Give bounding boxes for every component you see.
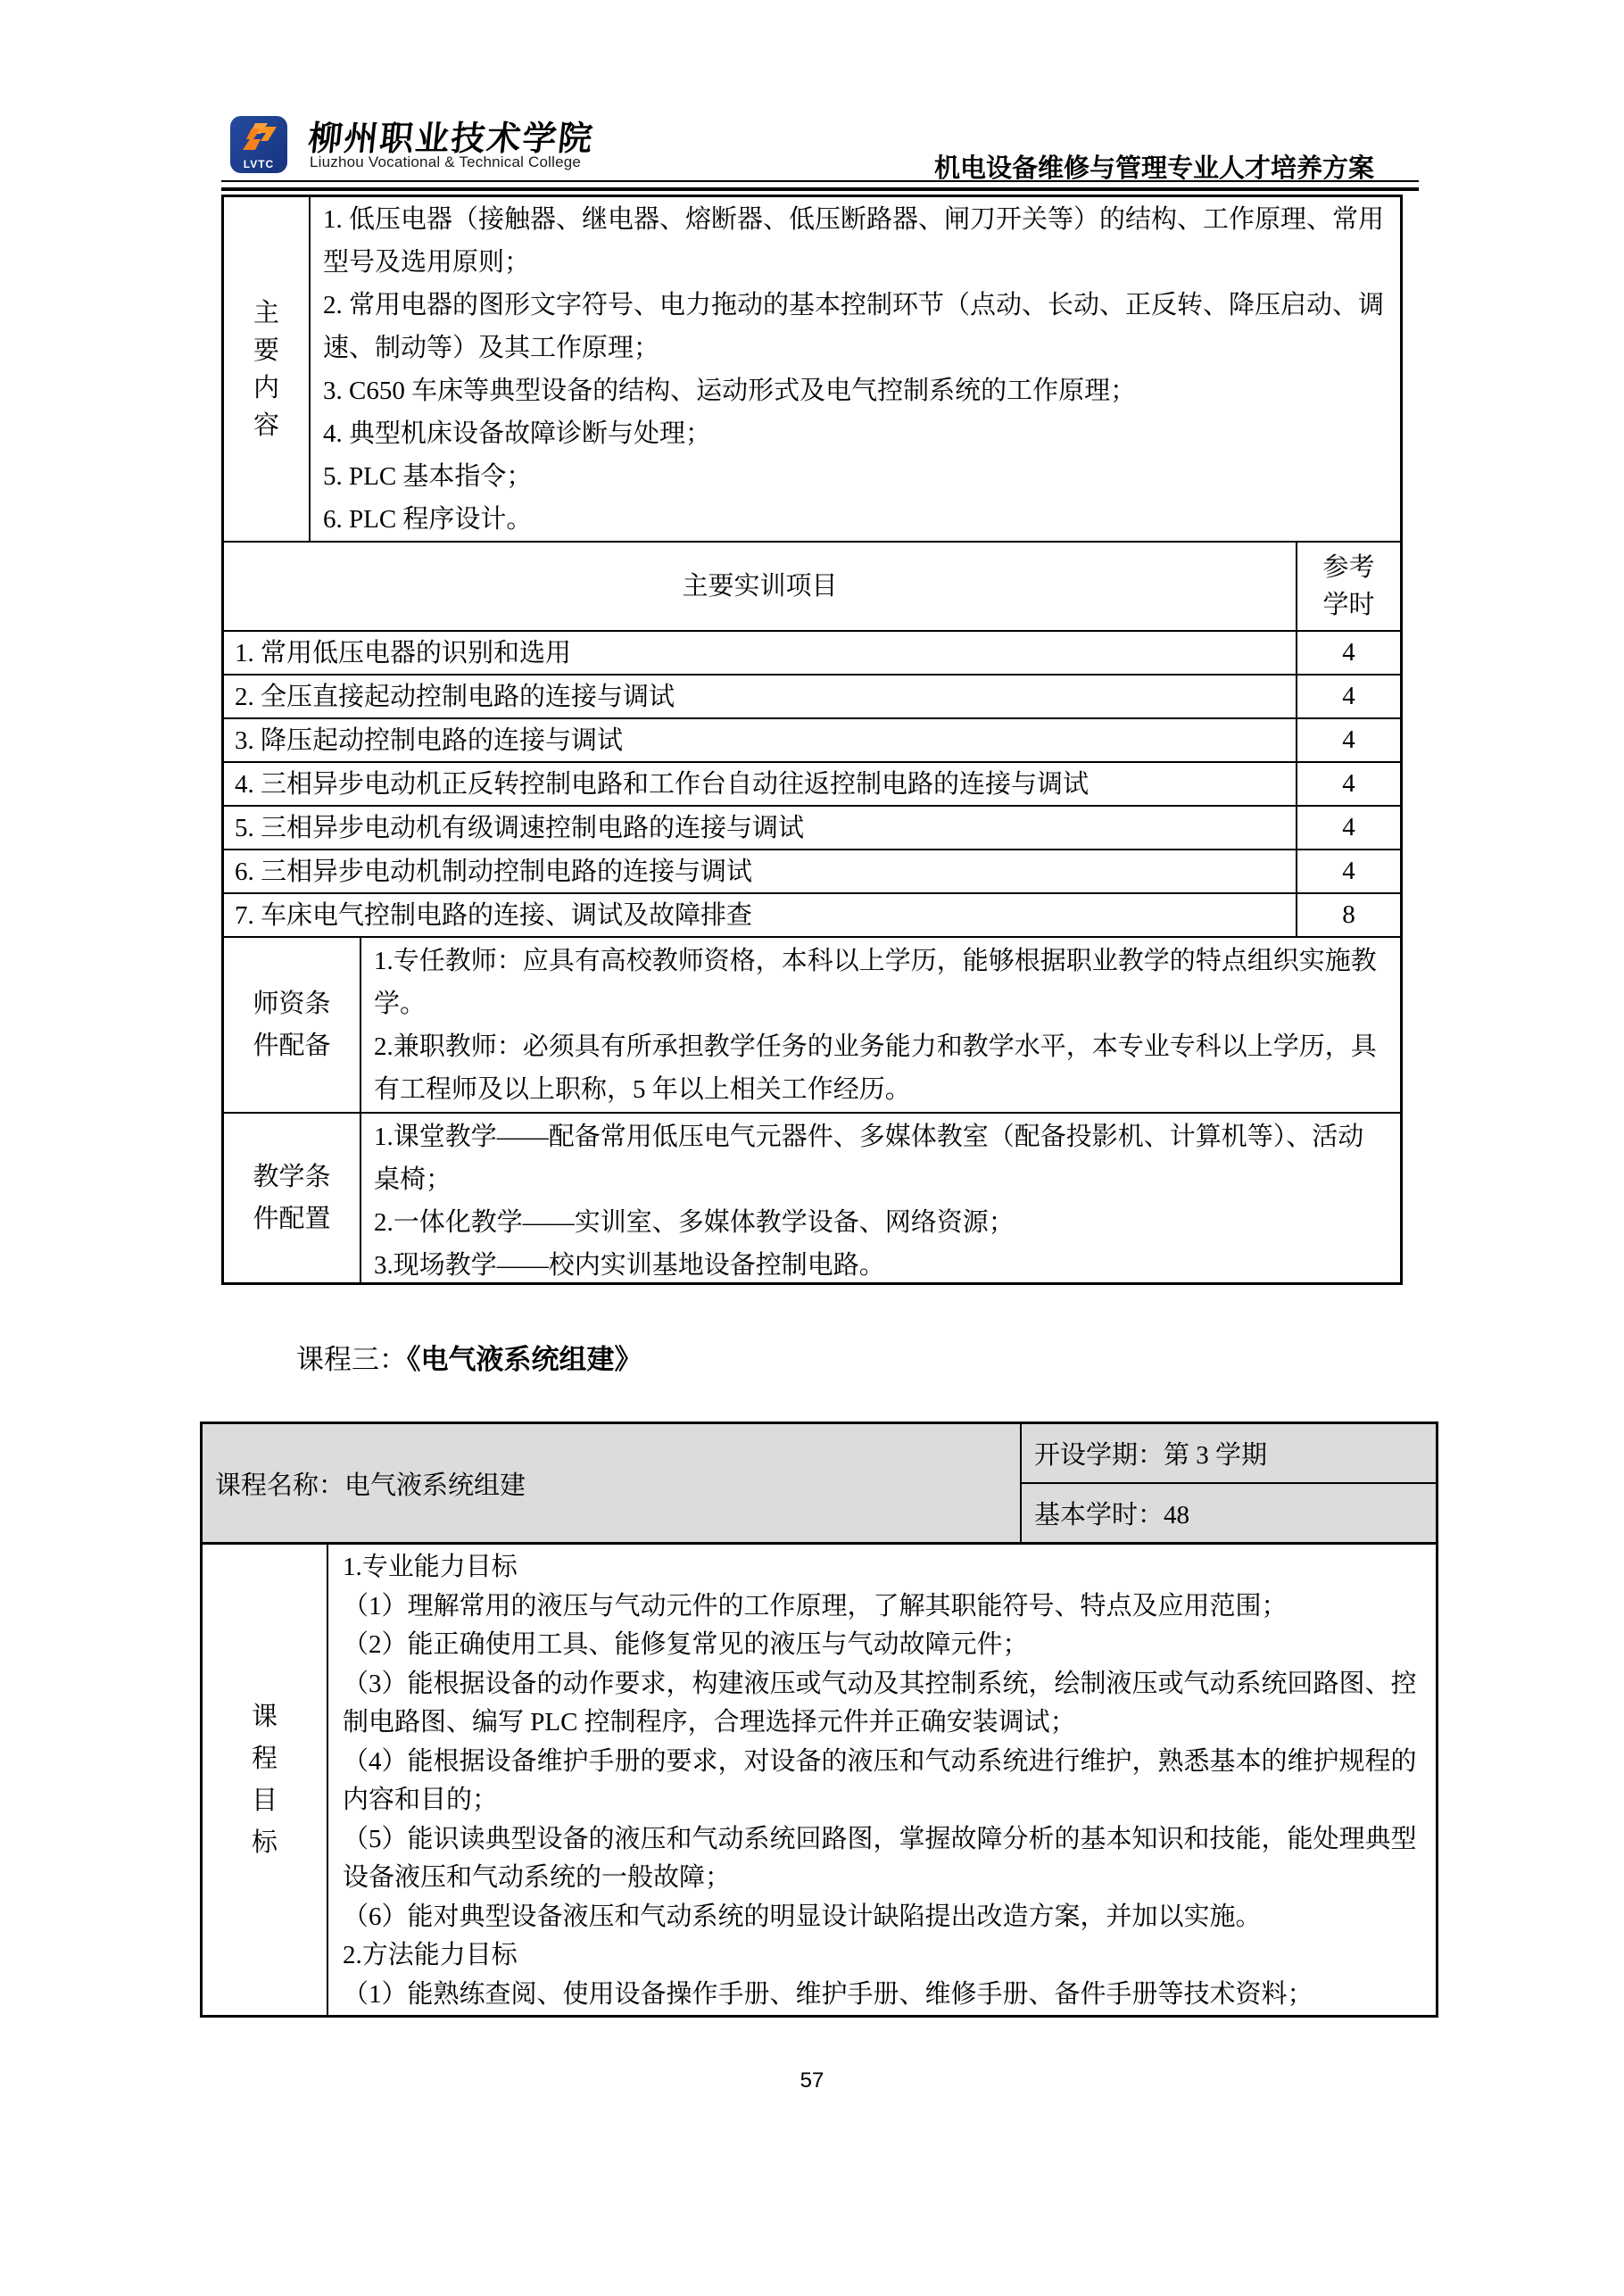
objective-line: （1）理解常用的液压与气动元件的工作原理，了解其职能符号、特点及应用范围； [343,1591,1288,1620]
practice-name: 5. 三相异步电动机有级调速控制电路的连接与调试 [235,813,805,842]
main-content-item: 5. PLC 基本指令； [323,462,533,491]
main-content-item: 4. 典型机床设备故障诊断与处理； [323,419,712,448]
practice-row [224,805,1400,849]
practice-row [224,717,1400,761]
course-name-cell: 课程名称：电气液系统组建 [203,1424,1022,1542]
course3-table [200,1422,1438,2018]
header-rule [221,180,1419,191]
teacher-label-cell [224,938,361,1112]
lvtc-logo-abbr: LVTC [243,158,275,170]
main-content-label-cell [224,197,311,541]
facility-line: 3.现场教学——校内实训基地设备控制电路。 [374,1251,885,1280]
main-content-item: 6. PLC 程序设计。 [323,505,533,534]
practice-row [224,892,1400,936]
objectives-row [203,1542,1436,2015]
main-content-cell [311,197,1400,541]
objectives-label-cell [203,1545,328,2015]
facility-cell [361,1114,1400,1282]
semester-cell: 开设学期：第 3 学期 [1034,1441,1268,1470]
practice-hours: 4 [1342,725,1355,754]
main-content-item: 2. 常用电器的图形文字符号、电力拖动的基本控制环节（点动、长动、正反转、降压启动、调速、制动等）及其工作原理； [323,291,1385,362]
page-number: 57 [800,2068,824,2093]
practice-name: 2. 全压直接起动控制电路的连接与调试 [235,682,675,711]
course2-table [221,195,1403,1285]
objective-line: 1.专业能力目标 [343,1553,518,1581]
facility-line: 1.课堂教学——配备常用低压电气元器件、多媒体教室（配备投影机、计算机等）、活动桌椅； [374,1123,1364,1194]
facility-label-cell [224,1114,361,1282]
practice-header-row [224,541,1400,630]
lvtc-logo [230,116,287,173]
main-content-item: 3. C650 车床等典型设备的结构、运动形式及电气控制系统的工作原理； [323,377,1137,405]
practice-hours: 4 [1342,769,1355,798]
teacher-cell [361,938,1400,1112]
teacher-label: 师资条件配备 [253,989,331,1060]
practice-name: 1. 常用低压电器的识别和选用 [235,638,572,667]
objective-line: （1）能熟练查阅、使用设备操作手册、维护手册、维修手册、备件手册等技术资料； [343,1979,1313,2009]
practice-hours: 4 [1342,813,1355,841]
objective-line: （5）能识读典型设备的液压和气动系统回路图，掌握故障分析的基本知识和技能，能处理典型设备液压和气动系统的一般故障； [343,1824,1417,1892]
course3-table-header [203,1424,1436,1542]
college-name-cn: 柳州职业技术学院 [306,120,596,158]
course3-heading [296,1337,642,1377]
practice-header: 主要实训项目 [682,572,838,601]
objectives-cell [328,1545,1436,2015]
objective-line: （6）能对典型设备液压和气动系统的明显设计缺陷提出改造方案，并加以实施。 [343,1902,1262,1931]
objective-line: （2）能正确使用工具、能修复常见的液压与气动故障元件； [343,1630,1029,1659]
facility-row [224,1112,1400,1282]
practice-row [224,674,1400,717]
main-content-row [224,197,1400,541]
practice-row [224,849,1400,892]
hours-header-cell [1296,543,1400,630]
teacher-line: 2.兼职教师：必须具有所承担教学任务的业务能力和教学水平，本专业专科以上学历，具有工程师及以上职称，5 年以上相关工作经历。 [374,1032,1377,1104]
facility-line: 2.一体化教学——实训室、多媒体教学设备、网络资源； [374,1208,1015,1237]
document-title: 机电设备维修与管理专业人才培养方案 [933,154,1374,183]
objective-line: （4）能根据设备维护手册的要求，对设备的液压和气动系统进行维护，熟悉基本的维护规程的内容和目的； [343,1746,1417,1814]
practice-hours: 4 [1342,682,1355,710]
main-content-item: 1. 低压电器（接触器、继电器、熔断器、低压断路器、闸刀开关等）的结构、工作原理、常用型号及选用原则； [323,205,1385,277]
practice-row [224,761,1400,805]
practice-name: 3. 降压起动控制电路的连接与调试 [235,725,624,755]
course3-heading-prefix: 课程三： [296,1344,407,1375]
lvtc-logo-icon [237,121,280,157]
objectives-label: 课程目标 [251,1702,278,1857]
main-content-label: 主要内容 [253,298,279,440]
course3-heading-title: 《电气液系统组建》 [407,1344,642,1375]
objective-line: （3）能根据设备的动作要求，构建液压或气动及其控制系统，绘制液压或气动系统回路图、控制电路图、编写 PLC 控制程序，合理选择元件并正确安装调试； [343,1669,1417,1737]
practice-hours: 4 [1342,857,1355,885]
college-name-en: Liuzhou Vocational & Technical College [310,153,582,170]
teacher-requirement-row [224,936,1400,1112]
practice-name: 4. 三相异步电动机正反转控制电路和工作台自动往返控制电路的连接与调试 [235,769,1090,799]
practice-name: 6. 三相异步电动机制动控制电路的连接与调试 [235,857,753,886]
practice-hours: 4 [1342,638,1355,667]
teacher-line: 1.专任教师：应具有高校教师资格，本科以上学历，能够根据职业教学的特点组织实施教学。 [374,947,1377,1018]
practice-row [224,630,1400,674]
practice-hours: 8 [1342,900,1355,929]
practice-name: 7. 车床电气控制电路的连接、调试及故障排查 [235,900,753,930]
facility-label: 教学条件配置 [253,1162,331,1233]
objective-line: 2.方法能力目标 [343,1941,518,1969]
hours-header: 参考学时 [1322,553,1375,619]
base-hours-cell: 基本学时：48 [1022,1482,1436,1542]
